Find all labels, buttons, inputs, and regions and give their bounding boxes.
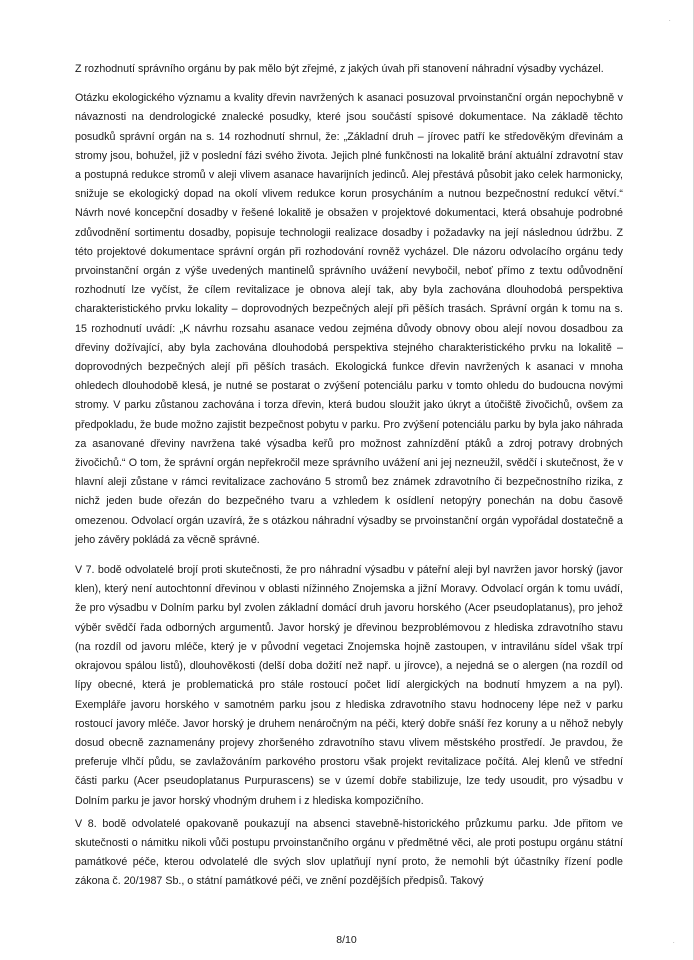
paragraph-2: Otázku ekologického významu a kvality dřevin navržených k asanaci posuzoval prvoinstanční orgán nepochybně v návaznosti na dendrologické znalecké posudky, které jsou součástí spisové dokumentace. Na základě těchto posudků správní orgán na s. 14 rozhodnutí shrnul, že: „Základní druh – jírovec patří ke středověkým dřevinám a stromy jsou, bohužel, již v poslední fázi svého života. Jejich plné funkčnosti na lokalitě brání aktuální zdravotní stav a postupná redukce stromů v aleji vlivem asanace havarijních jedinců. Alej přestává působit jako celek harmonicky, snižuje se ekologický dopad na okolí vlivem redukce korun prosycháním a nutnou bezpečnostní redukcí větví.“ Návrh nové koncepční dosadby v řešené lokalitě je obsažen v projektové dokumentaci, která obsahuje podrobné zdůvodnění sortimentu dosadby, popisuje technologii realizace dosadby i požadavky na její následnou údržbu. Z této projektové dokumentace správní orgán při rozhodování rovněž vycházel. Dle názoru odvolacího orgánu tedy prvoinstanční orgán z výše uvedených mantinelů správního uvážení nevybočil, neboť přímo z textu odůvodnění rozhodnutí lze vyčíst, že cílem revitalizace je obnova alejí tak, aby byla zachována dlouhodobá perspektiva charakteristického prvku lokality – doprovodných bezpečných alejí při pěších trasách. Správní orgán k tomu na s. 15 rozhodnutí uvádí: „K návrhu rozsahu asanace vedou zejména důvody obnovy obou alejí novou dosadbou za dřeviny dožívající, aby byla zachována dlouhodobá perspektiva stejného charakteristického prvku na lokalitě – doprovodných bezpečných alejí při pěších trasách. Ekologická funkce dřevin navržených k asanaci v mnoha ohledech dlouhodobě klesá, je nutné se postarat o zvýšení potenciálu parku v tomto ohledu do budoucna novými stromy. V parku zůstanou zachována i torza dřevin, která budou sloužit jako úkryt a útočiště živočichů, ovšem za předpokladu, že bude možno zajistit bezpečnost pobytu v parku. Pro zvýšení potenciálu parku by byla jako náhrada za asanované dřeviny navržena také výsadba keřů pro možnost zahnízdění ptáků a zdroj potravy drobných živočichů.“ O tom, že správní orgán nepřekročil meze správního uvážení ani jej nezneužil, svědčí i skutečnost, že v hlavní aleji zůstane v rámci revitalizace zachováno 5 stromů bez známek zdravotního či bezpečnostního rizika, z nichž jeden bude ořezán do bezpečného tvaru a vzhledem k osídlení netopýry ponechán na dobu časově omezenou. Odvolací orgán uzavírá, že s otázkou náhradní výsadby se prvoinstanční orgán vypořádal dostatečně a jeho závěry pokládá za věcně správné.	[75, 92, 623, 546]
scan-mark-bottom: ·	[672, 938, 675, 947]
scan-mark-top: ·	[668, 16, 671, 25]
paragraph-4: V 8. bodě odvolatelé opakovaně poukazují na absenci stavebně-historického průzkumu parku. Jde přitom ve skutečnosti o námitku nikoli vůči postupu prvoinstančního orgánu v předmětné věci, ale proti postupu orgánu státní památkové péče, kterou odvolatelé dle svých slov uplatňují nyní proto, že nemohli být účastníky řízení podle zákona č. 20/1987 Sb., o státní památkové péči, ve znění pozdějších předpisů. Takový	[75, 817, 623, 888]
page-number: 8/10	[336, 934, 357, 946]
paragraph-3: V 7. bodě odvolatelé brojí proti skutečnosti, že pro náhradní výsadbu v páteřní aleji byl navržen javor horský (javor klen), který není autochtonní dřevinou v oblasti nížinného Znojemska a jižní Moravy. Odvolací orgán k tomu uvádí, že pro výsadbu v Dolním parku byl zvolen základní domácí druh javoru horského (Acer pseudoplatanus), pro jehož výběr svědčí řada odborných argumentů. Javor horský je dřevinou bezproblémovou z hlediska zdravotního stavu (na rozdíl od javoru mléče, který je v původní vegetaci Znojemska hojně zastoupen, v intravilánu sídel však trpí okrajovou spálou listů), dlouhověkosti (delší doba dožití než např. u jírovce), a nejedná se o alergen (na rozdíl od lípy obecné, která je problematická pro stále rostoucí počet lidí alergických na bodnutí hmyzem a na pyl). Exempláře javoru horského v samotném parku jsou z hlediska zdravotního stavu hodnoceny lépe než v parku rostoucí javory mléče. Javor horský je druhem nenáročným na péči, který dobře snáší řez koruny a u něhož nebyly dosud obecně zaznamenány projevy zhoršeného zdravotního stavu vlivem městského prostředí. Je pravdou, že preferuje vlhčí půdu, se zavlažováním parkového prostoru však projekt revitalizace počítá. Alej klenů ve střední části parku (Acer pseudoplatanus Purpurascens) se v území dobře stabilizuje, lze tedy usoudit, pro výsadbu v Dolním parku je javor horský vhodným druhem i z hlediska kompozičního.	[75, 564, 623, 807]
document-body	[75, 60, 623, 892]
paragraph-1: Z rozhodnutí správního orgánu by pak mělo být zřejmé, z jakých úvah při stanovení náhradní výsadby vycházel.	[75, 63, 604, 75]
